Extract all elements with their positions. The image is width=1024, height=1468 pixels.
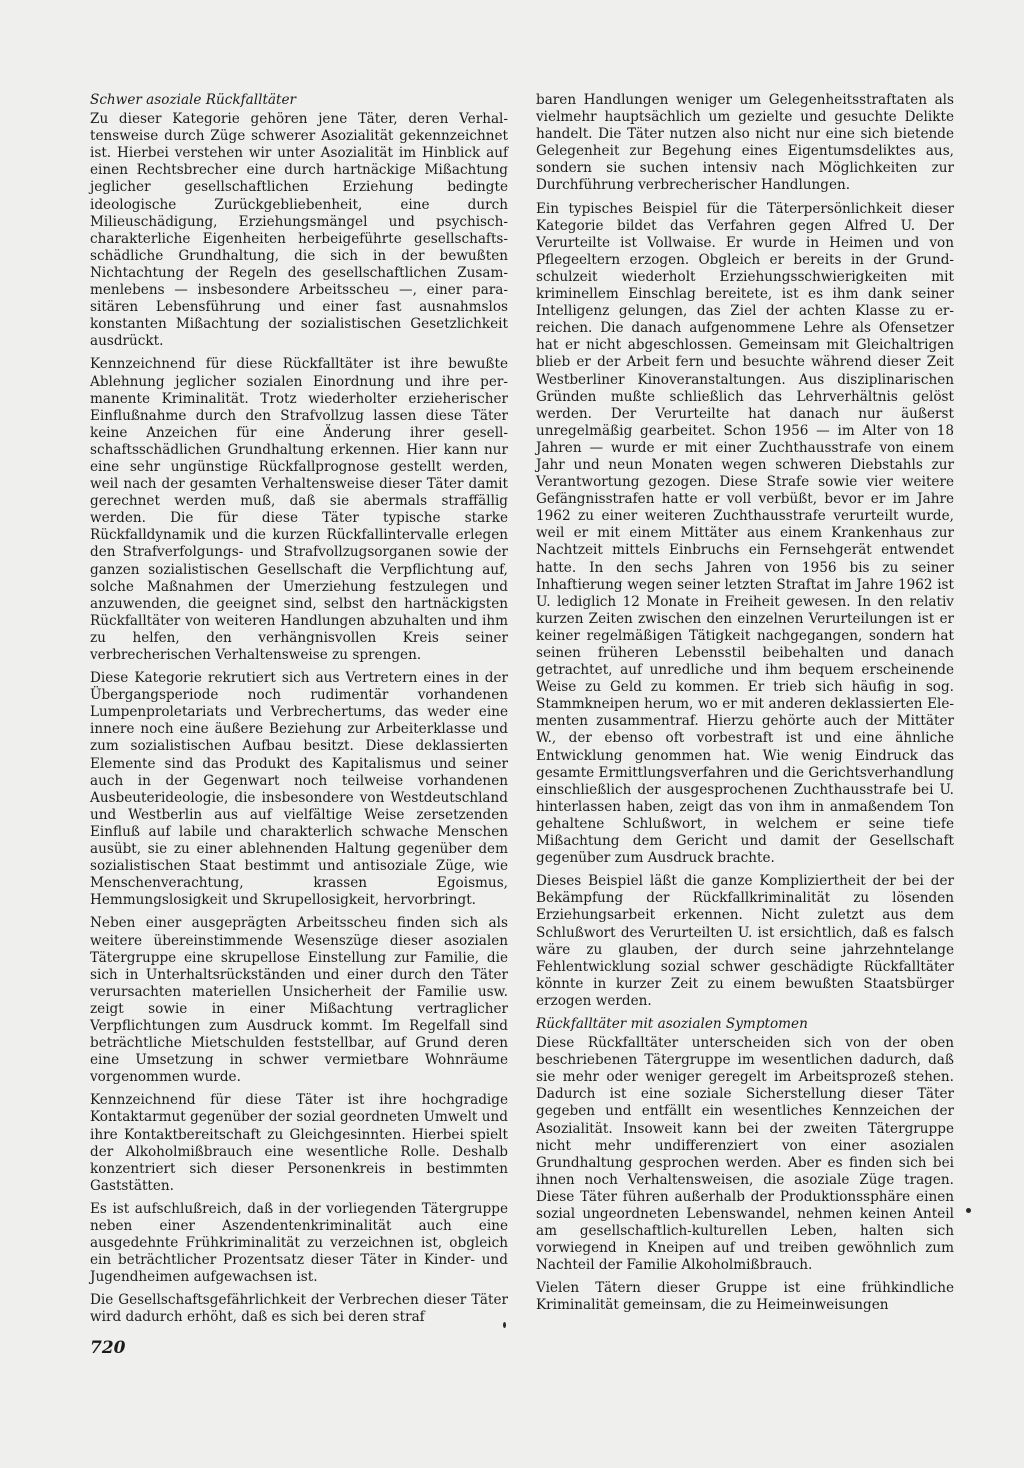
section-heading-schwer-asoziale: Schwer asoziale Rückfalltäter (90, 92, 297, 108)
paragraph: Kennzeichnend für diese Täter ist ihre hochgradige Kontaktarmut gegenüber der sozial geordneten Umwelt und ihre Kontaktbereitschaft zu Gleichgesinnten. Hierbei spielt der Alkoholmißbrauch eine wesentliche Rolle. Deshalb konzentriert sich dieser Personenkreis in bestimmten Gaststätten. (90, 1092, 508, 1194)
paragraph: Vielen Tätern dieser Gruppe ist eine frühkindliche Kriminalität gemeinsam, die zu Heimeinweisungen (536, 1280, 954, 1314)
page-number: 720 (90, 1338, 126, 1358)
right-column (536, 92, 954, 1321)
ink-speck (966, 1208, 971, 1213)
ink-speck (503, 1322, 506, 1328)
paragraph: Es ist aufschlußreich, daß in der vorliegenden Tätergruppe neben einer Aszendentenkriminalität auch eine ausgedehnte Frühkriminalität zu verzeichnen ist, obgleich ein beträchtlicher Prozentsatz dieser Täter in Kinder- und Jugendheimen aufgewachsen ist. (90, 1200, 508, 1286)
paragraph: Zu dieser Kategorie gehören jene Täter, deren Verhaltensweise durch Züge schwerer Asozialität gekennzeichnet ist. Hierbei verstehen wir unter Asozialität im Hinblick auf einen Rechtsbrecher eine durch hartnäckige Mißachtung jeglicher gesellschaftlichen Erziehung bedingte ideologische Zurückgebliebenheit, eine durch Milieuschädigung, Erziehungsmängel und psychisch-charakterliche Eigenheiten herbeigeführte gesellschaftsschädliche Grundhaltung, die sich in der bewußten Nichtachtung der Regeln des gesellschaftlichen Zusammenlebens — insbesondere Arbeitsscheu —, einer parasitären Lebensführung und einer fast ausnahmslos konstanten Mißachtung der sozialistischen Gesetzlichkeit ausdrückt. (90, 111, 508, 350)
paragraph: Neben einer ausgeprägten Arbeitsscheu finden sich als weitere übereinstimmende Wesenszüge dieser asozialen Tätergruppe eine skrupellose Einstellung zur Familie, die sich in Unterhaltsrückständen und einer durch den Täter verursachten materiellen Unsicherheit der Familie usw. zeigt sowie in einer Mißachtung vertraglicher Verpflichtungen zum Ausdruck kommt. Im Regelfall sind beträchtliche Mietschulden feststellbar, auf Grund deren eine Umsetzung in schwer vermietbare Wohnräume vorgenommen wurde. (90, 915, 508, 1086)
paragraph: Diese Rückfalltäter unterscheiden sich von der oben beschriebenen Tätergruppe im wesentlichen dadurch, daß sie mehr oder weniger geregelt im Arbeitsprozeß stehen. Dadurch ist eine soziale Sicherstellung dieser Täter gegeben und entfällt ein wesentliches Kennzeichen der Asozialität. Insoweit kann bei der zweiten Tätergruppe nicht mehr undifferenziert von einer asozialen Grundhaltung gesprochen werden. Aber es finden sich bei ihnen noch Verhaltensweisen, die asoziale Züge tragen. Diese Täter führen außerhalb der Produktionssphäre einen sozial ungeordneten Lebenswandel, nehmen keinen Anteil am gesellschaftlich-kulturellen Leben, halten sich vorwiegend in Kneipen auf und treiben gewöhnlich zum Nachteil der Familie Alkoholmißbrauch. (536, 1035, 954, 1274)
paragraph: Kennzeichnend für diese Rückfalltäter ist ihre bewußte Ablehnung jeglicher sozialen Einordnung und ihre permanente Kriminalität. Trotz wiederholter erzieherischer Einflußnahme durch den Strafvollzug lassen diese Täter keine Anzeichen für eine Änderung ihrer gesellschaftsschädlichen Grundhaltung erkennen. Hier kann nur eine sehr ungünstige Rückfallprognose gestellt werden, weil nach der gesamten Verhaltensweise dieser Täter damit gerechnet werden muß, daß sie abermals straffällig werden. Die für diese Täter typische starke Rückfalldynamik und die kurzen Rückfallintervalle erlegen den Strafverfolgungs- und Strafvollzugsorganen sowie der ganzen sozialistischen Gesellschaft die Verpflichtung auf, solche Maßnahmen der Umerziehung festzulegen und anzuwenden, die geeignet sind, selbst den hartnäckigsten Rückfalltäter von weiteren Handlungen abzuhalten und ihm zu helfen, den verhängnisvollen Kreis seiner verbrecherischen Verhaltensweise zu sprengen. (90, 356, 508, 663)
section-heading-asoziale-symptome: Rückfalltäter mit asozialen Symptomen (536, 1015, 808, 1032)
paragraph: Ein typisches Beispiel für die Täterpersönlichkeit dieser Kategorie bildet das Verfahren gegen Alfred U. Der Verurteilte ist Vollwaise. Er wurde in Heimen und von Pflegeeltern erzogen. Obgleich er bereits in der Grundschulzeit wiederholt Erziehungsschwierigkeiten mit kriminellem Einschlag bereitete, ist es ihm dank seiner Intelligenz gelungen, das Ziel der achten Klasse zu erreichen. Die danach aufgenommene Lehre als Ofensetzer hat er nicht abgeschlossen. Gemeinsam mit Gleichaltrigen blieb er der Arbeit fern und besuchte während dieser Zeit Westberliner Kinoveranstaltungen. Aus disziplinarischen Gründen mußte schließlich das Lehrverhältnis gelöst werden. Der Verurteilte hat danach nur äußerst unregelmäßig gearbeitet. Schon 1956 — im Alter von 18 Jahren — wurde er mit einer Zuchthausstrafe von einem Jahr und neun Monaten wegen schweren Diebstahls zur Verantwortung gezogen. Diese Strafe sowie vier weitere Gefängnisstrafen hatte er voll verbüßt, bevor er im Jahre 1962 zu einer weiteren Zuchthausstrafe verurteilt wurde, weil er mit einem Mittäter aus einem Krankenhaus zur Nachtzeit mittels Einbruchs ein Fernsehgerät entwendet hatte. In den sechs Jahren von 1956 bis zu seiner Inhaftierung wegen seiner letzten Straftat im Jahre 1962 ist U. lediglich 12 Monate in Freiheit gewesen. In den relativ kurzen Zeiten zwischen den einzelnen Verurteilungen ist er keiner regelmäßigen Tätigkeit nachgegangen, sondern hat seinen früheren Lebensstil beibehalten und danach getrachtet, auf unredliche und ihm bequem erscheinende Weise zu Geld zu kommen. Er trieb sich häufig in sog. Stammkneipen herum, wo er mit anderen deklassierten Elementen zusammentraf. Hierzu gehörte auch der Mittäter W., der ebenso oft vorbestraft ist und eine ähnliche Entwicklung genommen hat. Wie wenig Eindruck das gesamte Ermittlungsverfahren und die Gerichtsverhandlung einschließlich der ausgesprochenen Zuchthausstrafe bei U. hinterlassen haben, zeigt das von ihm in anmaßendem Ton gehaltene Schlußwort, in welchem er seine tiefe Mißachtung dem Gericht und damit der Gesellschaft gegenüber zum Ausdruck brachte. (536, 200, 955, 867)
paragraph: Die Gesellschaftsgefährlichkeit der Verbrechen dieser Täter wird dadurch erhöht, daß es sich bei deren straf (90, 1292, 508, 1326)
paragraph: baren Handlungen weniger um Gelegenheitsstraftaten als vielmehr hauptsächlich um gezielte und gesuchte Delikte handelt. Die Täter nutzen also nicht nur eine sich bietende Gelegenheit zur Begehung eines Eigentumsdeliktes aus, sondern sie suchen intensiv nach Möglichkeiten zur Durchführung verbrecherischer Handlungen. (536, 92, 954, 194)
paragraph: Diese Kategorie rekrutiert sich aus Vertretern eines in der Übergangsperiode noch rudimentär vorhandenen Lumpenproletariats und Verbrechertums, das weder eine innere noch eine äußere Beziehung zur Arbeiterklasse und zum sozialistischen Aufbau besitzt. Diese deklassierten Elemente sind das Produkt des Kapitalismus und seiner auch in der Gegenwart noch teilweise vorhandenen Ausbeuterideologie, die insbesondere von Westdeutschland und Westberlin aus auf vielfältige Weise zersetzenden Einfluß auf labile und charakterlich schwache Menschen ausübt, sie zu einer ablehnenden Haltung gegenüber dem sozialistischen Staat bestimmt und antisoziale Züge, wie Menschenverachtung, krassen Egoismus, Hemmungslosigkeit und Skrupellosigkeit, hervorbringt. (90, 670, 508, 909)
paragraph: Dieses Beispiel läßt die ganze Kompliziertheit der bei der Bekämpfung der Rückfallkriminalität zu lösenden Erziehungsarbeit erkennen. Nicht zuletzt aus dem Schlußwort des Verurteilten U. ist ersichtlich, daß es falsch wäre zu glauben, der durch seine jahrzehntelange Fehlentwicklung sozial schwer geschädigte Rückfalltäter könnte in kurzer Zeit zu einem bewußten Staatsbürger erzogen werden. (536, 873, 954, 1009)
left-column (90, 92, 508, 1333)
